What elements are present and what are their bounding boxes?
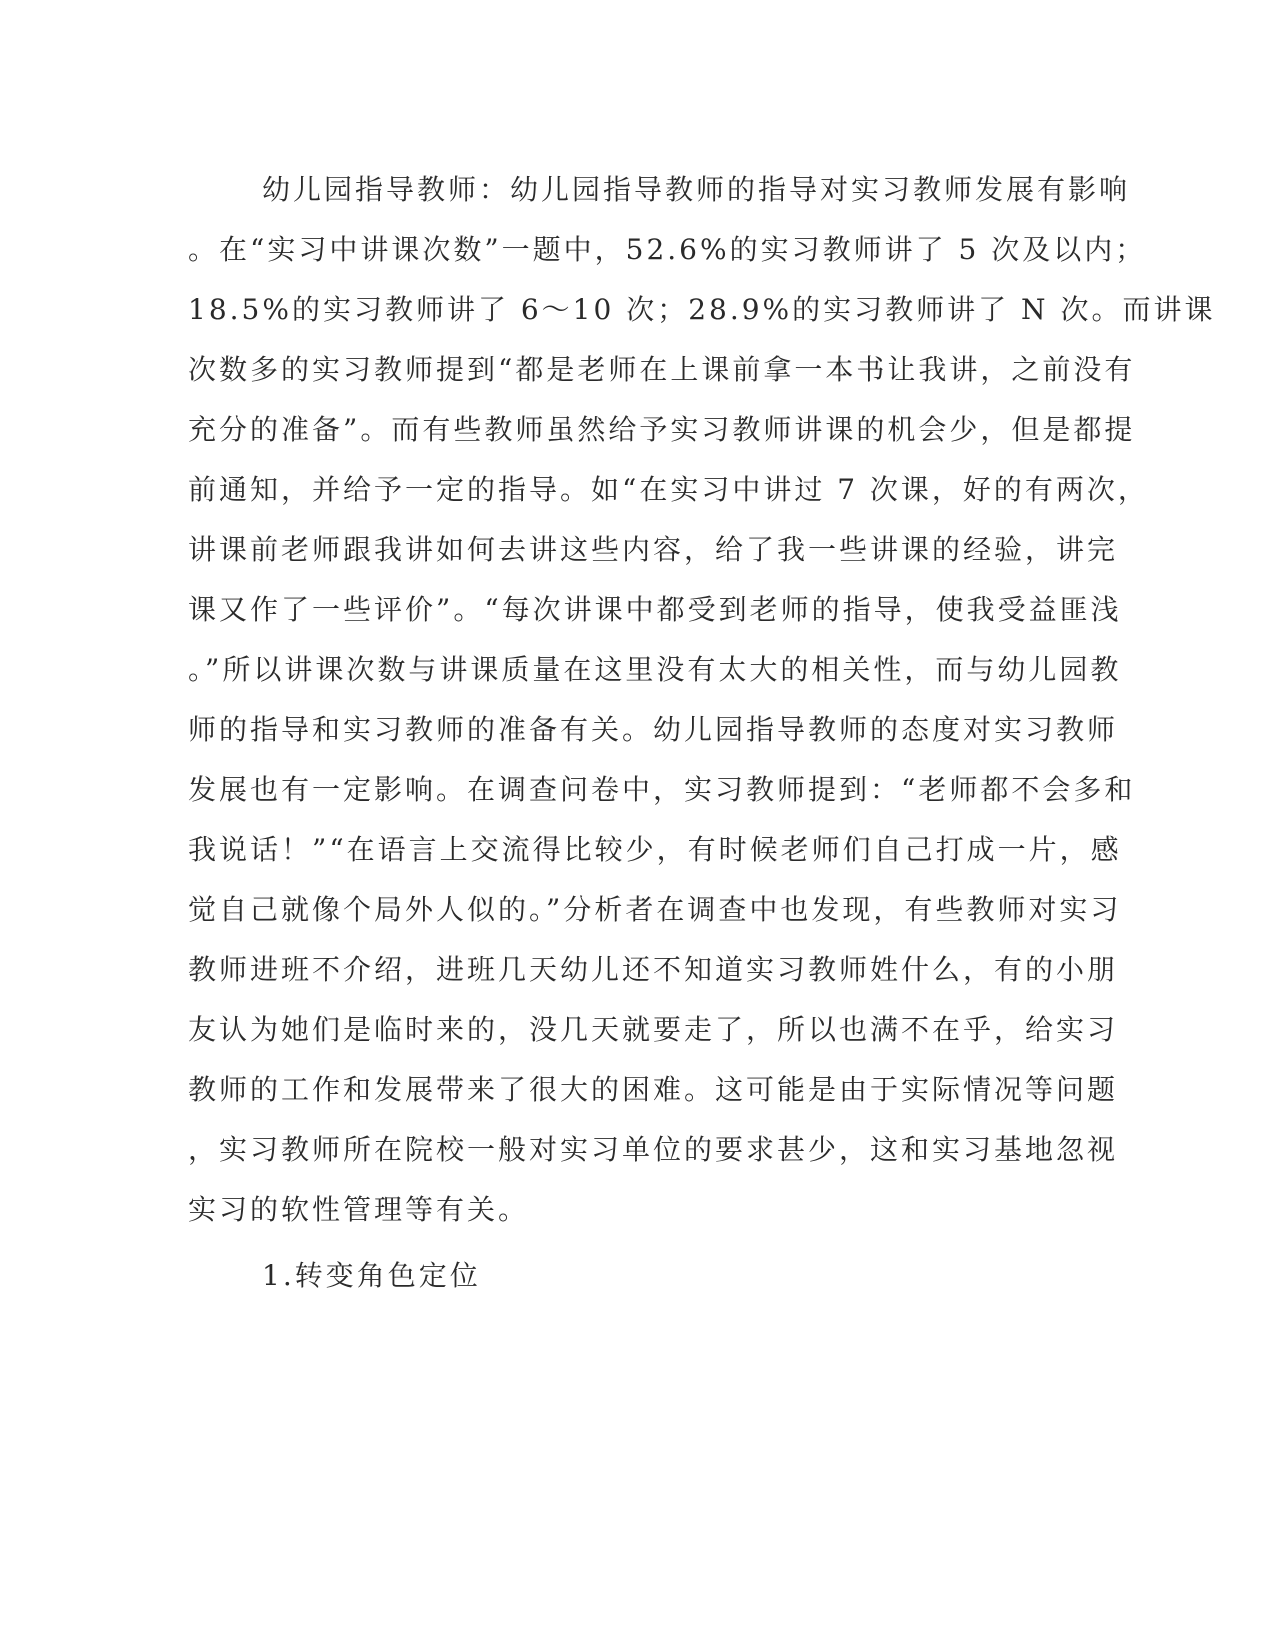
- paragraph-line: 次数多的实习教师提到“都是老师在上课前拿一本书让我讲，之前没有: [188, 353, 1136, 386]
- paragraph-line: 幼儿园指导教师：幼儿园指导教师的指导对实习教师发展有影响: [262, 173, 1131, 206]
- paragraph-line: 教师进班不介绍，进班几天幼儿还不知道实习教师姓什么，有的小朋: [188, 953, 1119, 986]
- section-heading: 1.转变角色定位: [262, 1259, 481, 1292]
- paragraph-line: 讲课前老师跟我讲如何去讲这些内容，给了我一些讲课的经验，讲完: [188, 533, 1119, 566]
- paragraph-line: 实习的软性管理等有关。: [188, 1193, 530, 1226]
- paragraph-line: 教师的工作和发展带来了很大的困难。这可能是由于实际情况等问题: [188, 1073, 1119, 1106]
- paragraph-line: 18.5%的实习教师讲了 6～10 次；28.9%的实习教师讲了 N 次。而讲课: [188, 293, 1216, 326]
- paragraph-line: ，实习教师所在院校一般对实习单位的要求甚少，这和实习基地忽视: [188, 1133, 1119, 1166]
- paragraph-line: 我说话！”“在语言上交流得比较少，有时候老师们自己打成一片，感: [188, 833, 1122, 866]
- paragraph-line: 。在“实习中讲课次数”一题中，52.6%的实习教师讲了 5 次及以内；: [188, 233, 1147, 266]
- paragraph-line: 发展也有一定影响。在调查问卷中，实习教师提到：“老师都不会多和: [188, 773, 1136, 806]
- paragraph-line: 前通知，并给予一定的指导。如“在实习中讲过 7 次课，好的有两次，: [188, 473, 1149, 506]
- paragraph-line: 。”所以讲课次数与讲课质量在这里没有太大的相关性，而与幼儿园教: [188, 653, 1122, 686]
- paragraph-line: 师的指导和实习教师的准备有关。幼儿园指导教师的态度对实习教师: [188, 713, 1119, 746]
- paragraph-line: 课又作了一些评价”。“每次讲课中都受到老师的指导，使我受益匪浅: [188, 593, 1122, 626]
- body-text: [188, 160, 1216, 1306]
- paragraph-line: 充分的准备”。而有些教师虽然给予实习教师讲课的机会少，但是都提: [188, 413, 1136, 446]
- paragraph-line: 友认为她们是临时来的，没几天就要走了，所以也满不在乎，给实习: [188, 1013, 1119, 1046]
- paragraph-line: 觉自己就像个局外人似的。”分析者在调查中也发现，有些教师对实习: [188, 893, 1122, 926]
